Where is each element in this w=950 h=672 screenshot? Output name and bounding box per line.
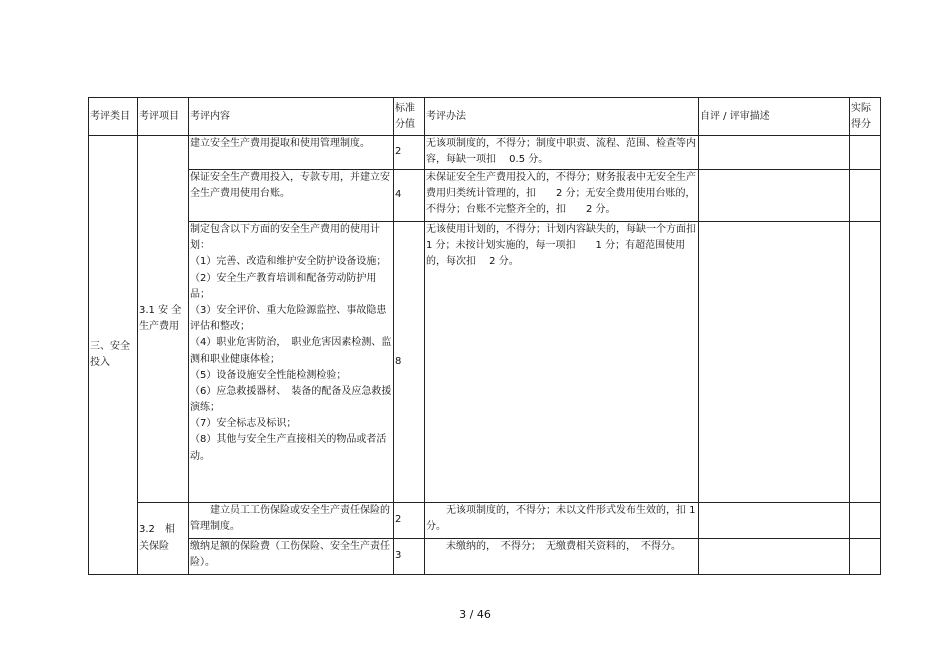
actual-score-cell[interactable] <box>850 539 881 575</box>
header-actual: 实际得分 <box>850 98 881 136</box>
method-cell: 未缴纳的， 不得分； 无缴费相关资料的， 不得分。 <box>425 539 699 575</box>
content-line: （8）其他与安全生产直接相关的物品或者活动。 <box>190 434 387 462</box>
review-cell[interactable] <box>699 539 850 575</box>
content-line: （5）设备设施安全性能检测检验； <box>190 369 347 381</box>
score-cell: 8 <box>394 222 425 503</box>
score-cell: 2 <box>394 503 425 539</box>
content-line: （4）职业危害防治， 职业危害因素检测、监测和职业健康体检； <box>190 337 392 365</box>
score-cell: 2 <box>394 136 425 170</box>
header-score: 标准分值 <box>394 98 425 136</box>
table-row <box>89 222 881 503</box>
review-cell[interactable] <box>699 222 850 503</box>
actual-score-cell[interactable] <box>850 170 881 222</box>
table-row <box>89 136 881 170</box>
table-row <box>89 170 881 222</box>
actual-score-cell[interactable] <box>850 136 881 170</box>
category-cell: 三、安全投入 <box>89 136 138 575</box>
review-cell[interactable] <box>699 503 850 539</box>
content-line: （2）安全生产教育培训和配备劳动防护用品； <box>190 272 377 300</box>
method-cell: 无该使用计划的，不得分；计划内容缺失的，每缺一个方面扣 1 分；未按计划实施的，每一项扣 1 分；有超范围使用的，每次扣 2 分。 <box>425 222 699 503</box>
method-cell: 无该项制度的，不得分；未以文件形式发布生效的，扣 1 分。 <box>425 503 699 539</box>
content-cell: 建立安全生产费用提取和使用管理制度。 <box>189 136 394 170</box>
table-row <box>89 503 881 539</box>
score-cell: 3 <box>394 539 425 575</box>
header-content: 考评内容 <box>189 98 394 136</box>
method-cell: 无该项制度的，不得分；制度中职责、流程、范围、检查等内容，每缺一项扣 0.5 分。 <box>425 136 699 170</box>
header-category: 考评类目 <box>89 98 138 136</box>
actual-score-cell[interactable] <box>850 222 881 503</box>
review-cell[interactable] <box>699 136 850 170</box>
actual-score-cell[interactable] <box>850 503 881 539</box>
content-cell: 建立员工工伤保险或安全生产责任保险的管理制度。 <box>189 503 394 539</box>
header-item: 考评项目 <box>138 98 189 136</box>
evaluation-table <box>88 97 881 575</box>
content-cell <box>189 222 394 503</box>
content-line: （3）安全评价、重大危险源监控、事故隐患评估和整改； <box>190 304 387 333</box>
score-cell: 4 <box>394 170 425 222</box>
content-cell: 缴纳足额的保险费（工伤保险、安全生产责任险）。 <box>189 539 394 575</box>
header-method: 考评办法 <box>425 98 699 136</box>
item-cell: 3.2 相 关保险 <box>138 503 189 575</box>
item-cell: 3.1 安 全生产费用 <box>138 136 189 503</box>
content-line: （6）应急救援器材、 装备的配备及应急救援演练； <box>190 385 392 414</box>
review-cell[interactable] <box>699 170 850 222</box>
content-cell: 保证安全生产费用投入，专款专用，并建立安全生产费用使用台账。 <box>189 170 394 222</box>
header-review: 自评 / 评审描述 <box>699 98 850 136</box>
method-cell: 未保证安全生产费用投入的，不得分；财务报表中无安全生产费用归类统计管理的，扣 2 分；无安全费用使用台账的，不得分；台账不完整齐全的，扣 2 分。 <box>425 170 699 222</box>
content-line: （1）完善、改造和维护安全防护设备设施； <box>190 256 387 268</box>
header-row <box>89 98 881 136</box>
table-row <box>89 539 881 575</box>
content-line: 制定包含以下方面的安全生产费用的使用计划： <box>190 224 380 252</box>
content-line: （7）安全标志及标识； <box>190 418 297 430</box>
page-number: 3 / 46 <box>459 608 491 621</box>
